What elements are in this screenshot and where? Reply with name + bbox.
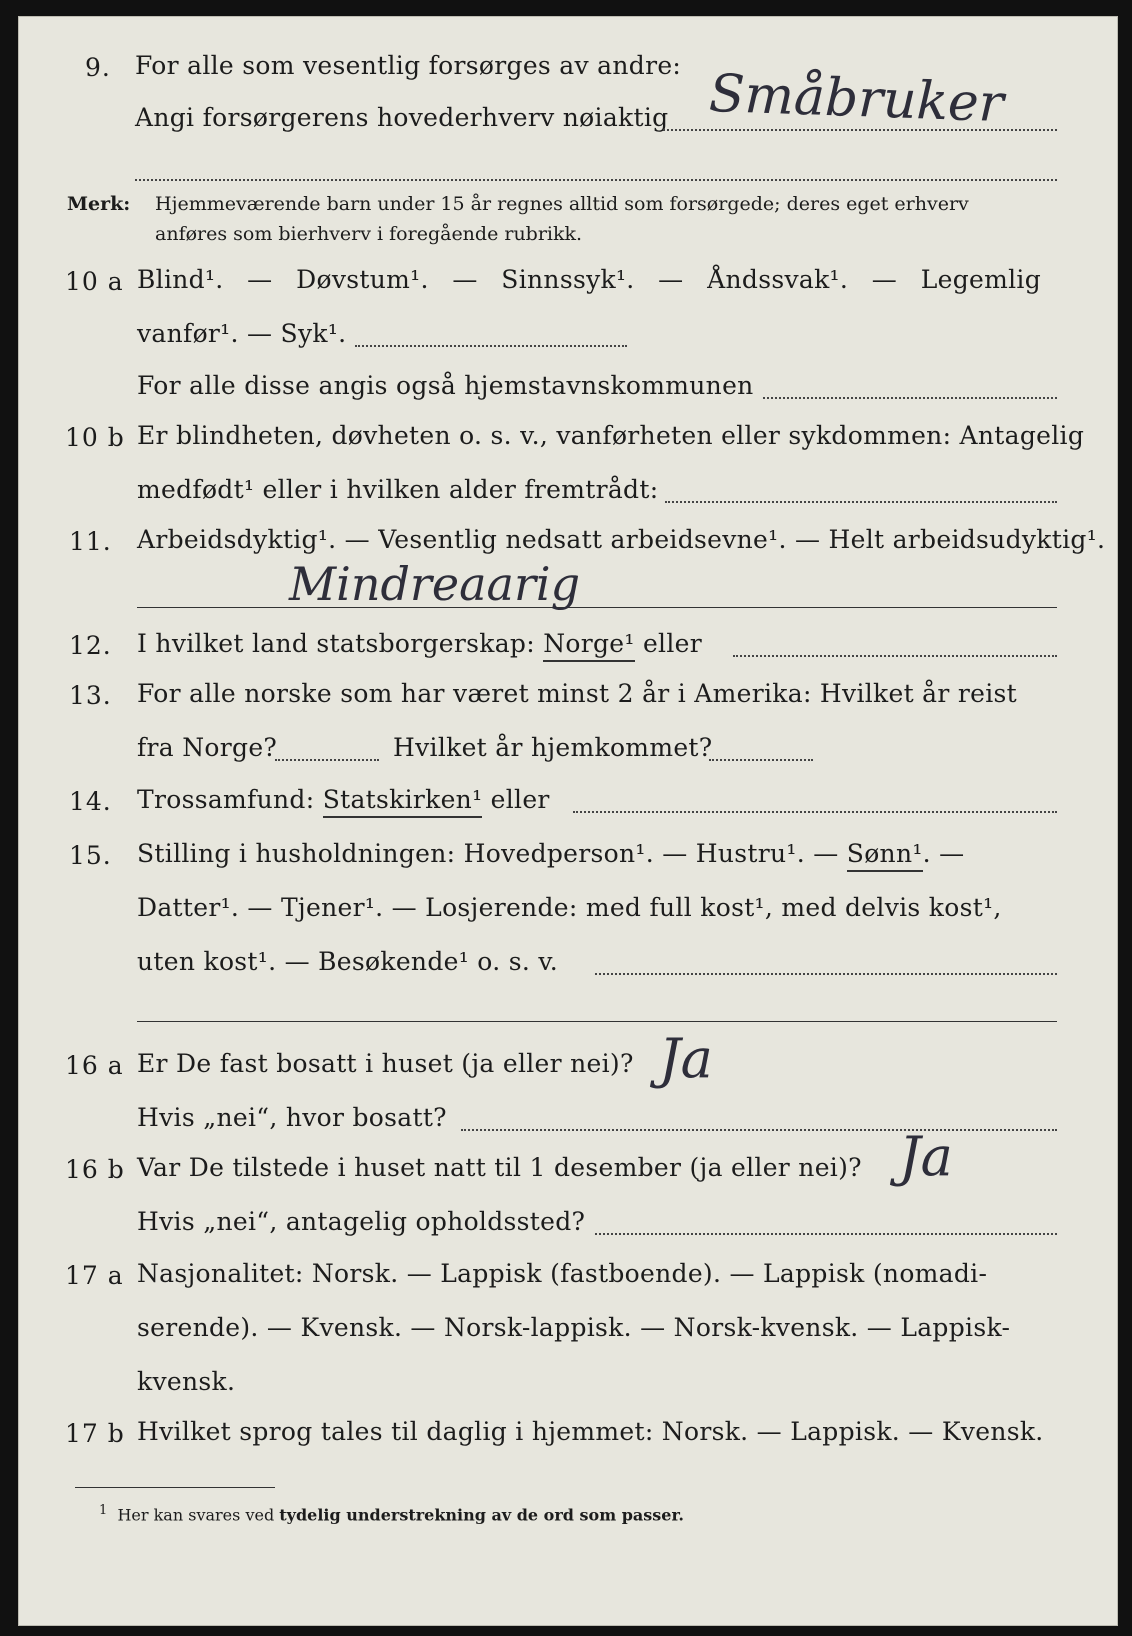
q13-line1: For alle norske som har været minst 2 år i Amerika: Hvilket år reist [137, 679, 1018, 708]
census-form-page [18, 16, 1118, 1626]
q10a-line3-fill [763, 397, 1057, 399]
q16a-line2-fill [461, 1129, 1057, 1131]
q9-handwritten-answer: Småbruker [708, 63, 1005, 135]
q16b-handwritten-answer: Ja [899, 1125, 953, 1188]
q16a-handwritten-answer: Ja [659, 1027, 713, 1090]
q12-eller: eller [642, 629, 702, 658]
q14-text [137, 785, 550, 814]
q14-prompt: Trossamfund: [137, 785, 315, 814]
q16b-line1: Var De tilstede i huset natt til 1 desember (ja eller nei)? [137, 1153, 862, 1182]
q17b-number: 17 b [65, 1419, 125, 1448]
q15-extra-line [137, 1021, 1057, 1022]
q12-text [137, 629, 702, 658]
q14-number: 14. [69, 787, 112, 816]
q12-choice-norge: Norge¹ [543, 629, 635, 662]
q11-line1: Arbeidsdyktig¹. — Vesentlig nedsatt arbeidsevne¹. — Helt arbeidsudyktig¹. [137, 525, 1106, 554]
q15-line1 [137, 839, 964, 868]
q15-line1b: . — [922, 839, 965, 868]
merk-line1: Hjemmeværende barn under 15 år regnes alltid som forsørgede; deres eget erhverv [155, 193, 969, 215]
q15-line1a: Stilling i husholdningen: Hovedperson¹. — Hustru¹. — [137, 839, 839, 868]
footnote-mark: 1 [99, 1503, 108, 1518]
q17b-line1: Hvilket sprog tales til daglig i hjemmet: Norsk. — Lappisk. — Kvensk. [137, 1417, 1044, 1446]
footnote-text: Her kan svares ved [117, 1505, 275, 1525]
q10a-line1: Blind¹. — Døvstum¹. — Sinnssyk¹. — Åndssvak¹. — Legemlig [137, 265, 1041, 294]
q9-line1: For alle som vesentlig forsørges av andre: [135, 51, 682, 80]
q9-extra-line [135, 179, 1057, 181]
q16b-number: 16 b [65, 1155, 125, 1184]
q17a-line3: kvensk. [137, 1367, 236, 1396]
q14-choice-statskirken: Statskirken¹ [323, 785, 483, 818]
q10a-line2: vanfør¹. — Syk¹. [137, 319, 347, 348]
q13-line2b: Hvilket år hjemkommet? [393, 733, 713, 762]
q16b-line2-fill [595, 1233, 1057, 1235]
q15-line3: uten kost¹. — Besøkende¹ o. s. v. [137, 947, 559, 976]
q12-fill [733, 655, 1057, 657]
footnote-separator [75, 1487, 275, 1488]
q15-number: 15. [69, 841, 112, 870]
q10b-number: 10 b [65, 423, 125, 452]
q10b-line2-fill [665, 501, 1057, 503]
q9-line2: Angi forsørgerens hovederhverv nøiaktig [135, 103, 669, 132]
q13-reist-fill [275, 759, 379, 761]
q12-number: 12. [69, 631, 112, 660]
merk-line2: anføres som bierhverv i foregående rubrikk. [155, 223, 583, 245]
footnote [99, 1503, 684, 1524]
q9-number: 9. [85, 53, 111, 82]
q13-hjemkommet-fill [709, 759, 813, 761]
q15-choice-sonn: Sønn¹ [847, 839, 923, 872]
q10b-line2: medfødt¹ eller i hvilken alder fremtrådt: [137, 475, 659, 504]
q11-handwritten-answer: Mindreaarig [289, 557, 581, 611]
q10a-line3: For alle disse angis også hjemstavnskommunen [137, 371, 754, 400]
q16a-line1: Er De fast bosatt i huset (ja eller nei)? [137, 1049, 634, 1078]
q13-number: 13. [69, 681, 112, 710]
q14-eller: eller [490, 785, 550, 814]
q15-line3-fill [595, 973, 1057, 975]
q12-prompt: I hvilket land statsborgerskap: [137, 629, 535, 658]
q13-line2a: fra Norge? [137, 733, 278, 762]
q11-number: 11. [69, 527, 112, 556]
q10a-number: 10 a [65, 267, 124, 296]
q10a-line2-fill [355, 345, 627, 347]
q16a-number: 16 a [65, 1051, 124, 1080]
merk-label: Merk: [67, 193, 131, 215]
q14-fill [573, 811, 1057, 813]
q17a-number: 17 a [65, 1261, 124, 1290]
q10b-line1: Er blindheten, døvheten o. s. v., vanførheten eller sykdommen: Antagelig [137, 421, 1085, 450]
q17a-line2: serende). — Kvensk. — Norsk-lappisk. — Norsk-kvensk. — Lappisk- [137, 1313, 1011, 1342]
q11-answer-line [137, 607, 1057, 608]
footnote-bold-text: tydelig understrekning av de ord som passer. [279, 1505, 684, 1525]
q15-line2: Datter¹. — Tjener¹. — Losjerende: med full kost¹, med delvis kost¹, [137, 893, 1002, 922]
q16a-line2: Hvis „nei“, hvor bosatt? [137, 1103, 447, 1132]
q16b-line2: Hvis „nei“, antagelig opholdssted? [137, 1207, 586, 1236]
q17a-line1: Nasjonalitet: Norsk. — Lappisk (fastboende). — Lappisk (nomadi- [137, 1259, 988, 1288]
